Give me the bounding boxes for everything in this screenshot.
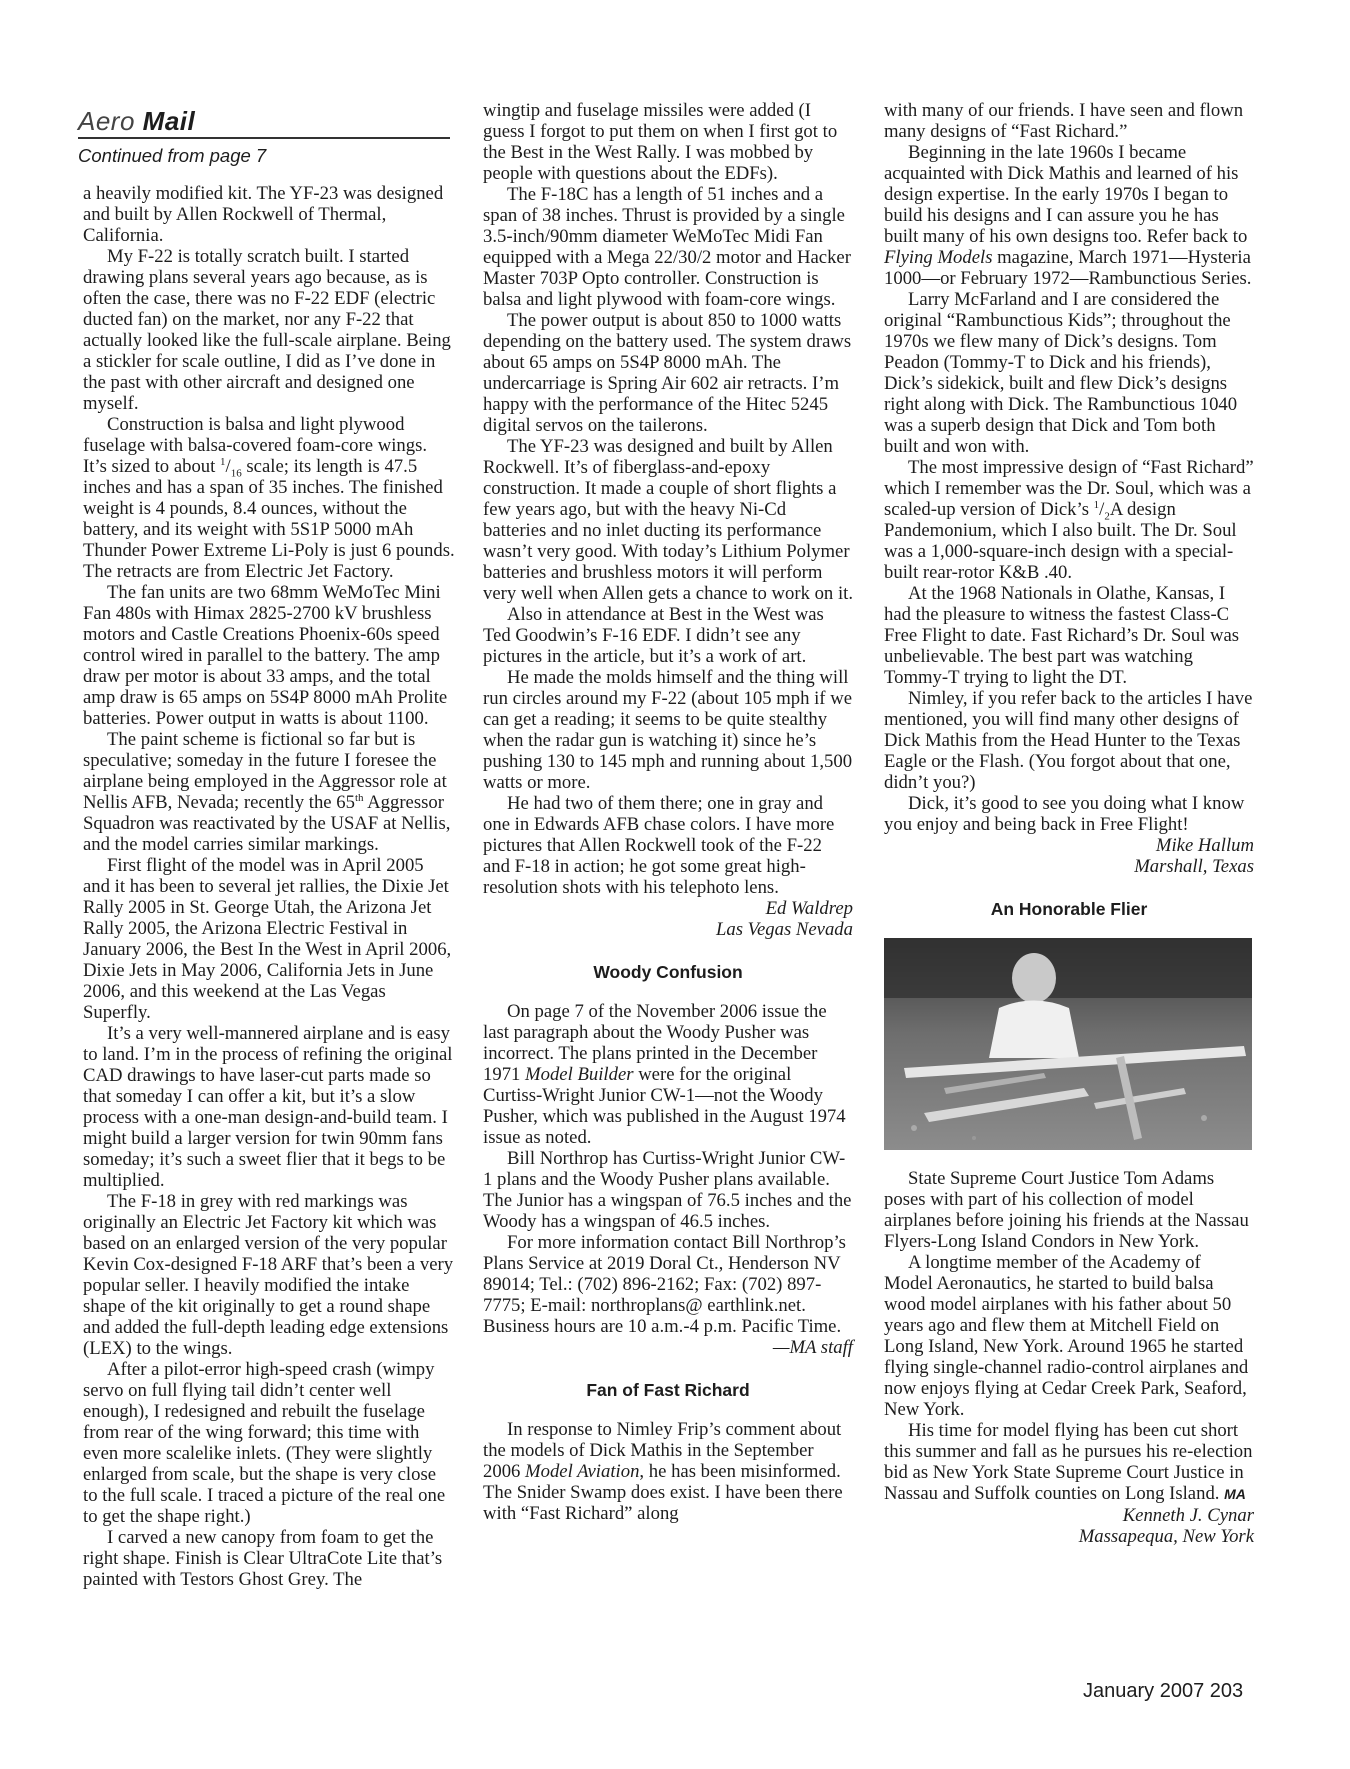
paragraph: with many of our friends. I have seen and flown many designs of “Fast Richard.” <box>884 100 1244 142</box>
paragraph: I carved a new canopy from foam to get the right shape. Finish is Clear UltraCote Lite that’s painted with Testors Ghost Grey. The <box>83 1527 443 1590</box>
paragraph: wingtip and fuselage missiles were added (I guess I forgot to put them on when I first got to the Best in the West Rally. I was mobbed by people with questions about the EDFs). <box>483 100 838 184</box>
heading-honorable-flier: An Honorable Flier <box>990 899 1148 919</box>
paragraph: My F-22 is totally scratch built. I started drawing plans several years ago because, as is often the case, there was no F-22 EDF (electric ducted fan) on the market, nor any F-22 that actually looked like the full-scale airplane. Being a stickler for scale outline, I did as I’ve done in the past with other aircraft and designed one myself. <box>83 246 451 414</box>
paragraph: a heavily modified kit. The YF-23 was designed and built by Allen Rockwell of Thermal, California. <box>83 183 444 246</box>
heading-woody-confusion: Woody Confusion <box>593 962 743 982</box>
section-header <box>78 106 450 167</box>
paragraph: Beginning in the late 1960s I became acquainted with Dick Mathis and learned of his design expertise. In the early 1970s I began to build his designs and I can assure you he has built many of his own designs too. Refer back to Flying Models magazine, March 1971—Hysteria 1000—or February 1972—Rambunctious Series. <box>884 142 1252 289</box>
column-2 <box>483 100 853 1524</box>
paragraph: Also in attendance at Best in the West was Ted Goodwin’s F-16 EDF. I didn’t see any pictures in the article, but it’s a work of art. <box>483 604 824 667</box>
paragraph: The fan units are two 68mm WeMoTec Mini Fan 480s with Himax 2825-2700 kV brushless motors and Castle Creations Phoenix-60s speed control wired in parallel to the battery. The amp draw per motor is about 33 amps, and the total amp draw is 65 amps on 5S4P 8000 mAh Prolite batteries. Power output in watts is about 1100. <box>83 582 448 729</box>
paragraph: Construction is balsa and light plywood fuselage with balsa-covered foam-core wings. It’s sized to about $^1/_{16}$ scale; its length is 47.5 inches and has a span of 35 inches. The finished weight is 4 pounds, 8.4 ounces, without the battery, and its weight with 5S1P 5000 mAh Thunder Power Extreme Li-Poly is just 6 pounds. The retracts are from Electric Jet Factory. <box>83 414 455 582</box>
paragraph: The power output is about 850 to 1000 watts depending on the battery used. The system draws about 65 amps on 5S4P 8000 mAh. The undercarriage is Spring Air 602 air retracts. I’m happy with the performance of the Hitec 5245 digital servos on the tailerons. <box>483 310 852 436</box>
paragraph: Dick, it’s good to see you doing what I know you enjoy and being back in Free Flight! <box>884 793 1245 835</box>
paragraph: His time for model flying has been cut short this summer and fall as he pursues his re-election bid as New York State Supreme Court Justice in Nassau and Suffolk counties on Long Island. MA <box>884 1420 1253 1504</box>
signature: Kenneth J. Cynar Massapequa, New York <box>1078 1505 1254 1547</box>
paragraph: The F-18C has a length of 51 inches and a span of 38 inches. Thrust is provided by a single 3.5-inch/90mm diameter WeMoTec Midi Fan equipped with a Mega 22/30/2 motor and Hacker Master 703P Opto controller. Construction is balsa and light plywood with foam-core wings. <box>483 184 851 310</box>
paragraph: Larry McFarland and I are considered the original “Rambunctious Kids”; throughout the 1970s we flew many of Dick’s designs. Tom Peadon (Tommy-T to Dick and his friends), Dick’s sidekick, built and flew Dick’s designs right along with Dick. The Rambunctious 1040 was a superb design that Dick and Tom both built and won with. <box>884 289 1238 457</box>
paragraph: It’s a very well-mannered airplane and is easy to land. I’m in the process of refining the original CAD drawings to have laser-cut parts made so that someday I can offer a kit, but it’s a slow process with a one-man design-and-build team. I might build a larger version for twin 90mm fans someday; it’s such a sweet flier that it begs to be multiplied. <box>83 1023 453 1191</box>
paragraph: Nimley, if you refer back to the articles I have mentioned, you will find many other designs of Dick Mathis from the Head Hunter to the Texas Eagle or the Flash. (You forgot about that one, didn’t you?) <box>884 688 1253 793</box>
paragraph: He made the molds himself and the thing will run circles around my F-22 (about 105 mph if we can get a reading; it seems to be quite stealthy when the radar gun is watching it) since he’s pushing 130 to 145 mph and running about 1,500 watts or more. <box>483 667 853 793</box>
paragraph: At the 1968 Nationals in Olathe, Kansas, I had the pleasure to witness the fastest Class-C Free Flight to date. Fast Richard’s Dr. Soul was unbelievable. The best part was watching Tommy-T trying to light the DT. <box>884 583 1240 688</box>
photo-model-airplanes <box>884 938 1252 1150</box>
signature: Ed Waldrep Las Vegas Nevada <box>715 898 853 940</box>
paragraph: After a pilot-error high-speed crash (wimpy servo on full flying tail didn’t center well enough), I redesigned and rebuilt the fuselage from rear of the wing forward; this time with even more scalelike inlets. (They were slightly enlarged from scale, but the shape is very close to the full scale. I traced a picture of the real one to get the shape right.) <box>83 1359 446 1527</box>
paragraph: The F-18 in grey with red markings was originally an Electric Jet Factory kit which was based on an enlarged version of the very popular Kevin Cox-designed F-18 ARF that’s been a very popular seller. I heavily modified the intake shape of the kit originally to get a round shape and added the full-depth leading edge extensions (LEX) to the wings. <box>83 1191 454 1359</box>
signature: Mike Hallum Marshall, Texas <box>1134 835 1254 877</box>
photo-illustration <box>884 938 1252 1150</box>
heading-fan-of-fast-richard: Fan of Fast Richard <box>586 1380 750 1400</box>
column-1 <box>83 183 455 1590</box>
page-folio: January 2007 203 <box>1083 1680 1244 1702</box>
paragraph: The most impressive design of “Fast Richard” which I remember was the Dr. Soul, which was a scaled-up version of Dick’s $^1/_2A$ design Pandemonium, which I also built. The Dr. Soul was a 1,000-square-inch design with a special-built rear-rotor K&B .40. <box>884 457 1254 583</box>
staff-credit: —MA staff <box>772 1337 853 1358</box>
paragraph: First flight of the model was in April 2005 and it has been to several jet rallies, the Dixie Jet Rally 2005 in St. George Utah, the Arizona Jet Rally 2005, the Arizona Electric Festival in January 2006, the Best In the West in April 2006, Dixie Jets in May 2006, California Jets in June 2006, and this weekend at the Las Vegas Superfly. <box>83 855 452 1023</box>
paragraph: A longtime member of the Academy of Model Aeronautics, he started to build balsa wood model airplanes with his father about 50 years ago and flew them at Mitchell Field on Long Island, New York. Around 1965 he started flying single-channel radio-control airplanes and now enjoys flying at Cedar Creek Park, Seaford, New York. <box>884 1252 1249 1420</box>
paragraph: In response to Nimley Frip’s comment about the models of Dick Mathis in the September 2006 Model Aviation, he has been misinformed. The Snider Swamp does exist. I have been there with “Fast Richard” along <box>483 1419 843 1524</box>
column-3 <box>884 100 1254 1547</box>
continued-from-note: Continued from page 7 <box>78 145 267 166</box>
paragraph: He had two of them there; one in gray and one in Edwards AFB chase colors. I have more pictures that Allen Rockwell took of the F-22 and F-18 in action; he got some great high-resolution shots with his telephoto lens. <box>483 793 835 898</box>
paragraph: On page 7 of the November 2006 issue the last paragraph about the Woody Pusher was incorrect. The plans printed in the December 1971 Model Builder were for the original Curtiss-Wright Junior CW-1—not the Woody Pusher, which was published in the August 1974 issue as noted. <box>483 1001 846 1148</box>
paragraph: State Supreme Court Justice Tom Adams poses with part of his collection of model airplanes before joining his friends at the Nassau Flyers-Long Island Condors in New York. <box>884 1168 1249 1252</box>
paragraph: The paint scheme is fictional so far but is speculative; someday in the future I foresee the airplane being employed in the Aggressor role at Nellis AFB, Nevada; recently the 65th Aggressor Squadron was reactivated by the USAF at Nellis, and the model carries similar markings. <box>83 729 451 855</box>
ma-end-mark: MA <box>1224 1486 1246 1502</box>
paragraph: For more information contact Bill Northrop’s Plans Service at 2019 Doral Ct., Henderson NV 89014; Tel.: (702) 896-2162; Fax: (702) 897-7775; E-mail: northroplans@ earthlink.net. Business hours are 10 a.m.-4 p.m. Pacific Time. <box>483 1232 846 1337</box>
paragraph: The YF-23 was designed and built by Allen Rockwell. It’s of fiberglass-and-epoxy construction. It made a couple of short flights a few years ago, but with the heavy Ni-Cd batteries and no inlet ducting its performance wasn’t very good. With today’s Lithium Polymer batteries and brushless motors it will perform very well when Allen gets a chance to work on it. <box>483 436 854 604</box>
section-title: Aero Mail <box>78 106 450 139</box>
paragraph: Bill Northrop has Curtiss-Wright Junior CW-1 plans and the Woody Pusher plans available. The Junior has a wingspan of 76.5 inches and the Woody has a wingspan of 46.5 inches. <box>483 1148 852 1232</box>
